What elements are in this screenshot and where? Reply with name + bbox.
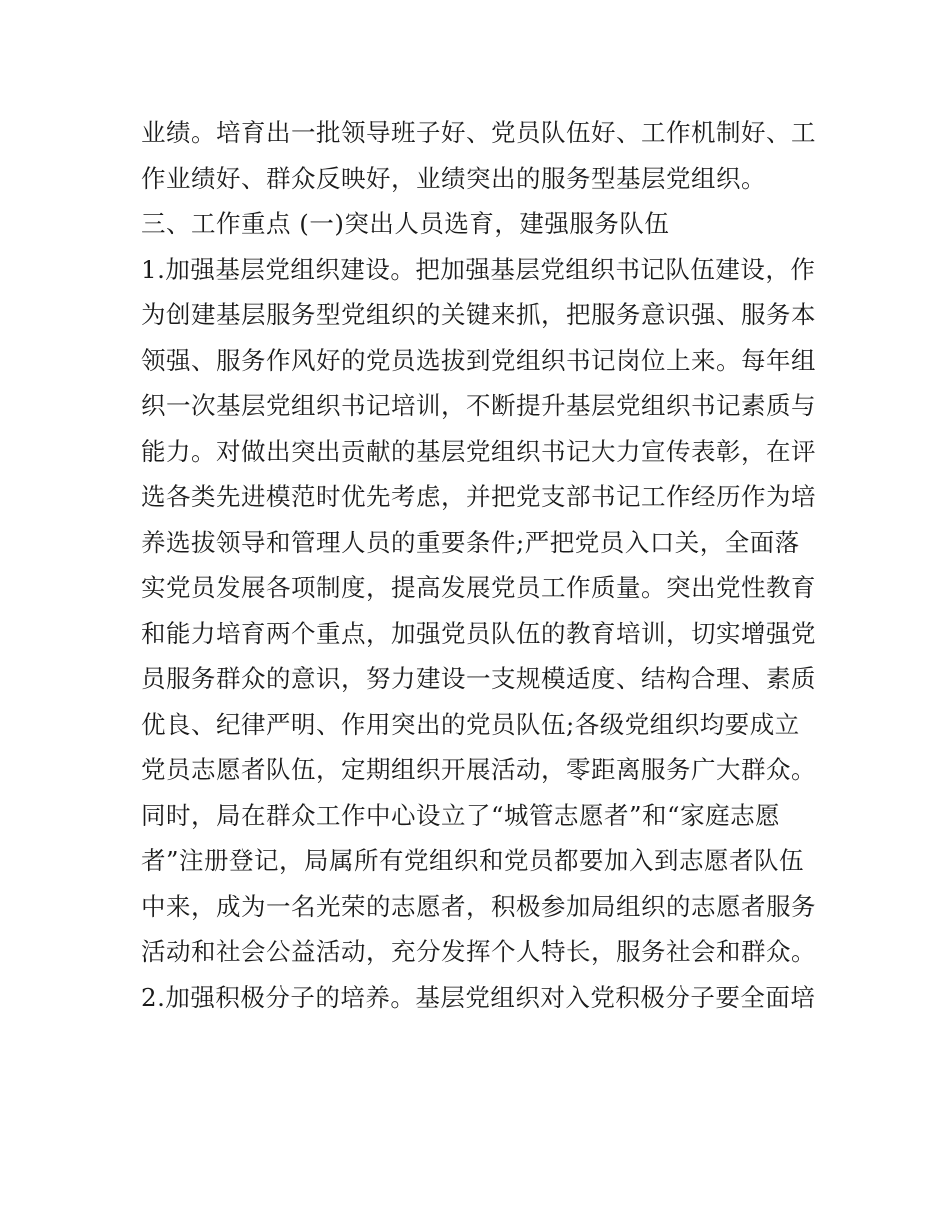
text-line: 领强、服务作风好的党员选拔到党组织书记岗位上来。每年组 [141, 345, 816, 375]
text-line: 2.加强积极分子的培养。基层党组织对入党积极分子要全面培 [141, 982, 816, 1012]
text-line: 和能力培育两个重点，加强党员队伍的教育培训，切实增强党 [141, 618, 816, 648]
text-line: 员服务群众的意识，努力建设一支规模适度、结构合理、素质 [141, 664, 816, 693]
text-line: 活动和社会公益活动，充分发挥个人特长，服务社会和群众。 [141, 937, 816, 966]
text-line: 实党员发展各项制度，提高发展党员工作质量。突出党性教育 [141, 573, 816, 602]
text-line: 中来，成为一名光荣的志愿者，积极参加局组织的志愿者服务 [141, 891, 816, 921]
text-line: 同时，局在群众工作中心设立了“城管志愿者”和“家庭志愿 [141, 800, 781, 830]
text-line: 选各类先进模范时优先考虑，并把党支部书记工作经历作为培 [141, 482, 816, 511]
text-line: 党员志愿者队伍，定期组织开展活动，零距离服务广大群众。 [141, 755, 816, 784]
text-line: 者”注册登记，局属所有党组织和党员都要加入到志愿者队伍 [141, 846, 805, 875]
text-line: 1.加强基层党组织建设。把加强基层党组织书记队伍建设，作 [141, 254, 816, 284]
text-line: 优良、纪律严明、作用突出的党员队伍;各级党组织均要成立 [141, 709, 800, 739]
section-heading: 三、工作重点 (一)突出人员选育，建强服务队伍 [141, 209, 670, 238]
text-line: 作业绩好、群众反映好，业绩突出的服务型基层党组织。 [141, 163, 766, 193]
text-line: 能力。对做出突出贡献的基层党组织书记大力宣传表彰，在评 [141, 436, 816, 466]
text-line: 为创建基层服务型党组织的关键来抓，把服务意识强、服务本 [141, 300, 816, 329]
text-line: 织一次基层党组织书记培训，不断提升基层党组织书记素质与 [141, 391, 816, 420]
body-text [141, 110, 821, 1020]
text-line: 养选拔领导和管理人员的重要条件;严把党员入口关，全面落 [141, 527, 800, 557]
text-line: 业绩。培育出一批领导班子好、党员队伍好、工作机制好、工 [141, 118, 816, 147]
